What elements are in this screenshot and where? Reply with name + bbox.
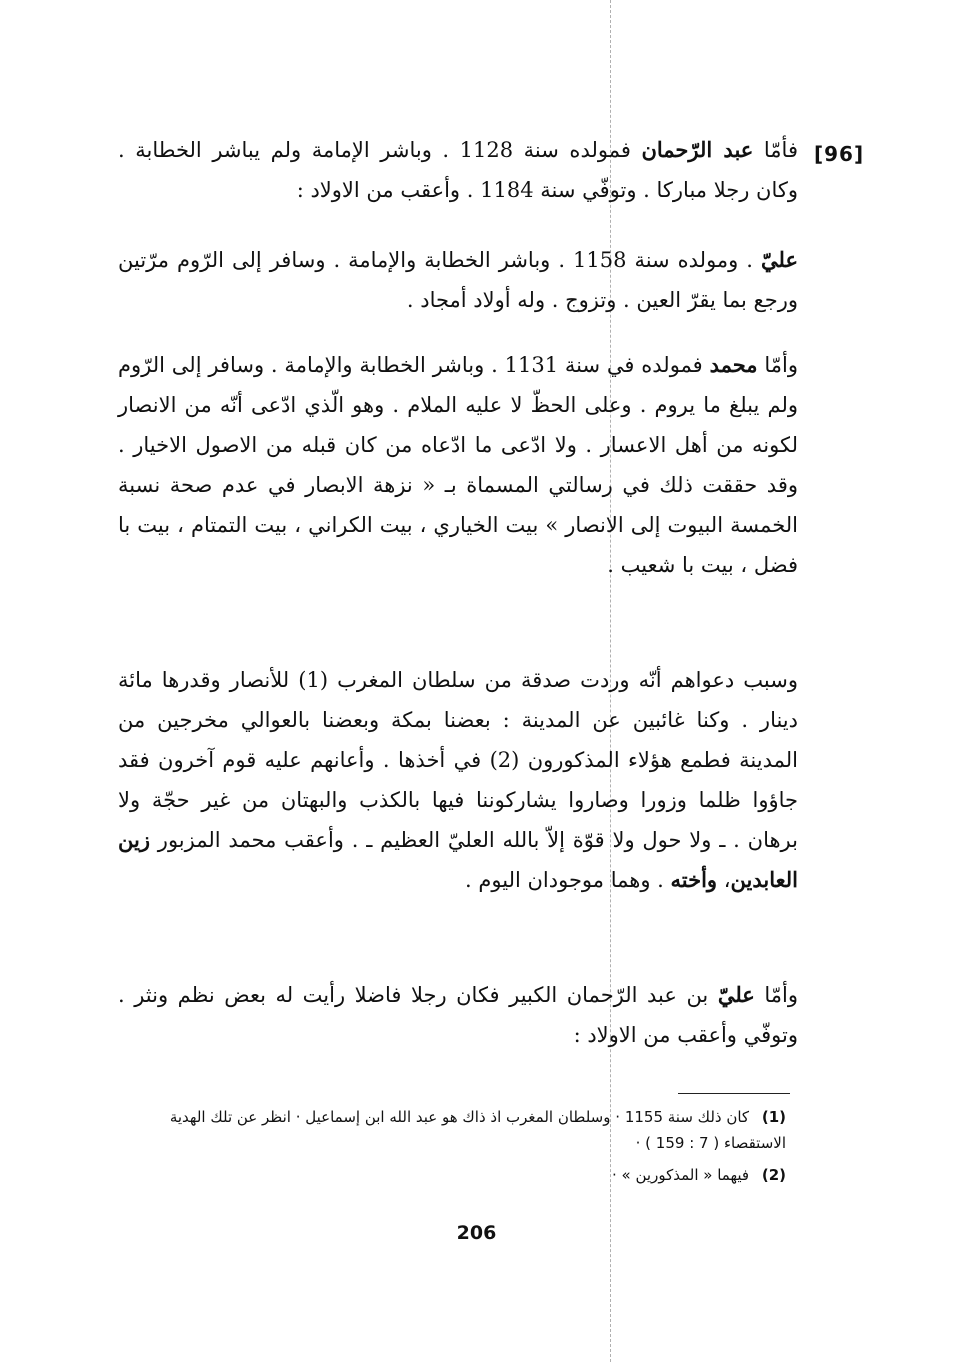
paragraph-ali-ibn-abd-al-rahman xyxy=(118,975,798,1055)
footnote-number: (1) xyxy=(761,1108,786,1126)
paragraph-text: فمولده سنة 1128 . وباشر الإمامة ولم يباشر الخطابة . وكان رجلا مباركا . وتوفّي سنة 1184 . وأعقب من الاولاد : xyxy=(118,138,798,202)
footnote-divider xyxy=(678,1093,790,1094)
page-number: 206 xyxy=(456,1222,497,1244)
paragraph-text: . وهما موجودان اليوم . xyxy=(465,868,664,892)
paragraph-abd-al-rahman xyxy=(118,130,798,210)
person-name: وأخته xyxy=(670,867,718,892)
paragraph-prefix: وأمّا xyxy=(764,353,798,377)
person-name: عليّ xyxy=(717,982,755,1007)
footnote-text: فيهما « المذكورين » · xyxy=(612,1166,750,1184)
paragraph-ali xyxy=(118,240,798,320)
paragraph-text: بن عبد الرّحمان الكبير فكان رجلا فاضلا رأيت له بعض نظم ونثر . وتوفّي وأعقب من الاولاد : xyxy=(118,983,798,1047)
footnote-1 xyxy=(118,1104,786,1156)
paragraph-text: فمولده في سنة 1131 . وباشر الخطابة والإمامة . وسافر إلى الرّوم ولم يبلغ ما يروم . وعلى الحظّ لا عليه الملام . وهو الّذي ادّعى أنّه من الانصار لكونه من أهل الاعسار . ولا ادّعى ما ادّعاه من كان قبله من الاصول الاخيار . وقد حققت ذلك في رسالتي المسماة بـ « نزهة الابصار في عدم صحة نسبة الخمسة البيوت إلى الانصار » بيت الخياري ، بيت الكراني ، بيت التمتام ، بيت با فضل ، بيت با شعيب . xyxy=(118,353,798,577)
paragraph-muhammad xyxy=(118,345,798,585)
footnote-text: كان ذلك سنة 1155 · وسلطان المغرب اذ ذاك هو عبد الله ابن إسماعيل · انظر عن تلك الهدية الاستقصاء ( 7 : 159 ) · xyxy=(169,1108,786,1152)
paragraph-text: وسبب دعواهم أنّه وردت صدقة من سلطان المغرب (1) للأنصار وقدرها مائة دينار . وكنا غائبين عن المدينة : بعضنا بمكة وبعضنا بالعوالي مخرجين من المدينة فطمع هؤلاء المذكورون (2) في أخذها . وأعانهم عليه قوم آخرون فقد جاؤوا ظلما وزورا وصاروا يشاركوننا فيها بالكذب والبهتان من غير حجّة ولا برهان . ـ ولا حول ولا قوّة إلاّ بالله العليّ العظيم ـ . وأعقب محمد المزبور xyxy=(118,668,798,852)
original-page-marker: [96] xyxy=(814,142,865,166)
footnote-number: (2) xyxy=(761,1166,786,1184)
person-name: زين العابدين xyxy=(118,827,798,892)
paragraph-prefix: وأمّا xyxy=(764,983,798,1007)
person-name: عبد الرّحمان xyxy=(641,137,754,162)
paragraph-prefix: فأمّا xyxy=(763,138,798,162)
separator-comma: ، xyxy=(723,868,731,892)
paragraph-claim-reason xyxy=(118,660,798,900)
person-name: محمد xyxy=(709,352,758,377)
footnotes xyxy=(118,1104,786,1194)
footnote-2 xyxy=(118,1162,786,1188)
paragraph-text: . ومولده سنة 1158 . وباشر الخطابة والإمامة . وسافر إلى الرّوم مرّتين ورجع بما يقرّ العين . وتزوج . وله أولاد أمجاد . xyxy=(118,248,798,312)
person-name: عليّ xyxy=(760,247,798,272)
